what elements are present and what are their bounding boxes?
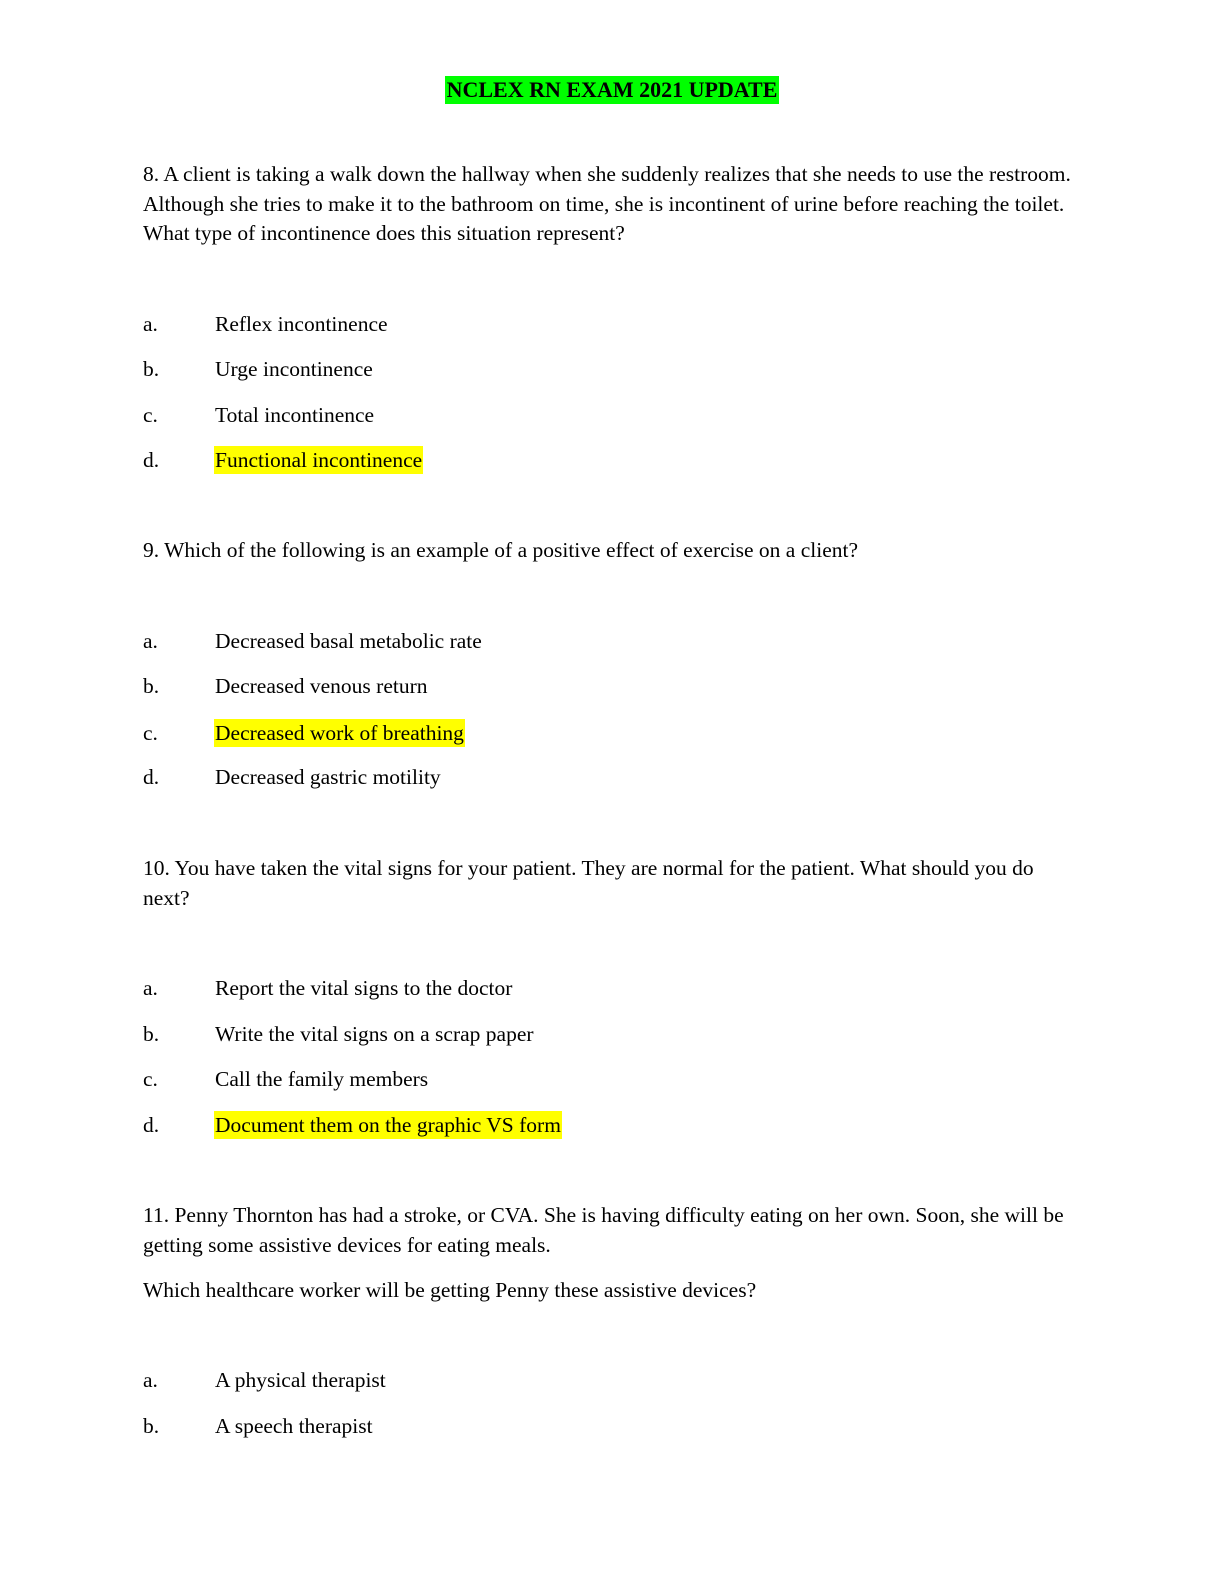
document-title: NCLEX RN EXAM 2021 UPDATE <box>446 77 778 102</box>
option-letter: b. <box>143 674 160 698</box>
option-text: Reflex incontinence <box>215 312 388 336</box>
option-text: Document them on the graphic VS form <box>215 1113 561 1137</box>
option-9b <box>143 672 1043 702</box>
question-11 <box>143 1201 1073 1306</box>
option-9d <box>143 763 1043 793</box>
option-letter: b. <box>143 1414 160 1438</box>
option-text: Decreased venous return <box>215 674 428 698</box>
option-8a <box>143 310 1043 340</box>
option-letter: c. <box>143 403 158 427</box>
question-subtext: Which healthcare worker will be getting Penny these assistive devices? <box>143 1278 757 1302</box>
question-10 <box>143 854 1073 913</box>
option-11b <box>143 1412 1043 1442</box>
option-letter: d. <box>143 448 160 472</box>
question-text: 8. A client is taking a walk down the hallway when she suddenly realizes that she needs to use the restroom. Although she tries to make it to the bathroom on time, she is incontinent of urine before reaching the toilet. What type of incontinence does this situation represent? <box>143 162 1071 245</box>
option-11a <box>143 1366 1043 1396</box>
option-letter: d. <box>143 765 160 789</box>
option-8b <box>143 355 1043 385</box>
option-letter: a. <box>143 976 158 1000</box>
option-text: Decreased gastric motility <box>215 765 441 789</box>
option-letter: d. <box>143 1113 160 1137</box>
option-9c <box>143 719 1043 749</box>
option-text: Total incontinence <box>215 403 375 427</box>
option-letter: c. <box>143 721 158 745</box>
option-text: A physical therapist <box>215 1368 386 1392</box>
question-text: 11. Penny Thornton has had a stroke, or CVA. She is having difficulty eating on her own. Soon, she will be getting some assistive devices for eating meals. <box>143 1203 1064 1257</box>
option-10c <box>143 1065 1043 1095</box>
option-10b <box>143 1020 1043 1050</box>
option-10a <box>143 974 1043 1004</box>
option-letter: b. <box>143 357 160 381</box>
option-letter: b. <box>143 1022 160 1046</box>
question-text: 9. Which of the following is an example of a positive effect of exercise on a client? <box>143 538 859 562</box>
option-letter: a. <box>143 312 158 336</box>
option-text: Decreased basal metabolic rate <box>215 629 482 653</box>
option-text: Decreased work of breathing <box>215 721 464 745</box>
option-letter: c. <box>143 1067 158 1091</box>
title-container <box>0 76 1224 104</box>
option-10d <box>143 1111 1043 1141</box>
option-8d <box>143 446 1043 476</box>
option-text: Report the vital signs to the doctor <box>215 976 513 1000</box>
option-text: Urge incontinence <box>215 357 373 381</box>
option-9a <box>143 627 1043 657</box>
question-8 <box>143 160 1073 249</box>
option-letter: a. <box>143 1368 158 1392</box>
option-text: A speech therapist <box>215 1414 373 1438</box>
option-text: Write the vital signs on a scrap paper <box>215 1022 534 1046</box>
question-text: 10. You have taken the vital signs for your patient. They are normal for the patient. What should you do next? <box>143 856 1034 910</box>
question-9 <box>143 536 1073 566</box>
option-text: Call the family members <box>215 1067 429 1091</box>
option-text: Functional incontinence <box>215 448 423 472</box>
option-letter: a. <box>143 629 158 653</box>
option-8c <box>143 401 1043 431</box>
